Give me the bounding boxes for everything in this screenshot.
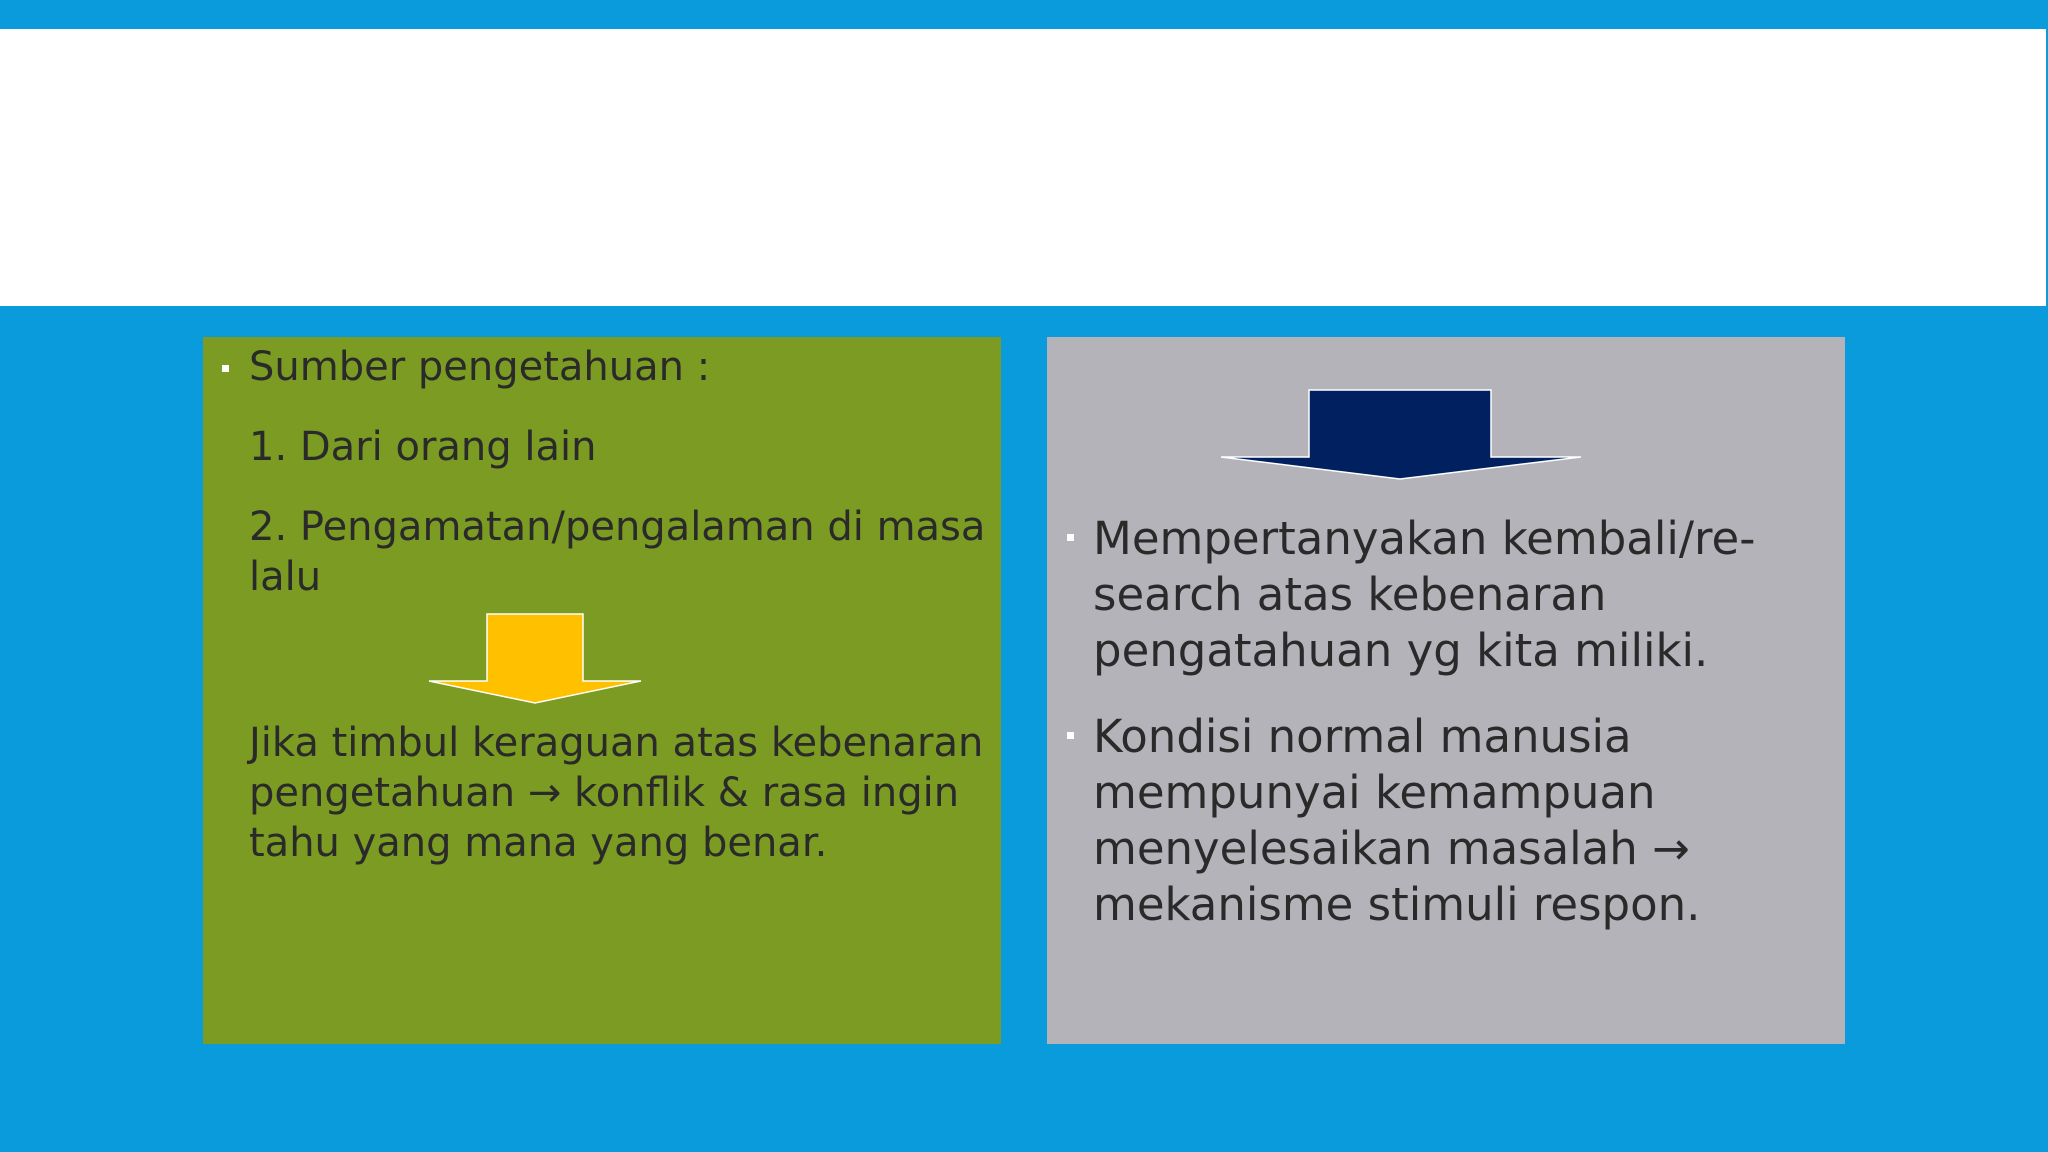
right-bullet-2-line-4: mekanisme stimuli respon. xyxy=(1093,878,1701,931)
down-arrow-icon xyxy=(427,613,643,705)
left-item-2-line-1: 2. Pengamatan/pengalaman di masa xyxy=(249,504,986,550)
bullet-marker xyxy=(1067,534,1074,541)
bullet-marker xyxy=(1067,732,1074,739)
title-band xyxy=(0,29,2046,306)
right-bullet-1-line-3: pengatahuan yg kita miliki. xyxy=(1093,624,1709,677)
left-panel xyxy=(203,337,1001,1044)
right-bullet-2-line-3: menyelesaikan masalah → xyxy=(1093,822,1690,875)
left-item-1: 1. Dari orang lain xyxy=(249,424,597,470)
left-heading: Sumber pengetahuan : xyxy=(249,344,711,390)
right-bullet-2-line-2: mempunyai kemampuan xyxy=(1093,766,1656,819)
left-item-2-line-2: lalu xyxy=(249,554,322,600)
right-bullet-1-line-1: Mempertanyakan kembali/re- xyxy=(1093,512,1756,565)
left-note-line-3: tahu yang mana yang benar. xyxy=(249,820,828,866)
right-bullet-2-line-1: Kondisi normal manusia xyxy=(1093,710,1632,763)
bullet-marker xyxy=(222,365,229,372)
down-arrow-icon xyxy=(1219,389,1583,481)
left-note-line-1: Jika timbul keraguan atas kebenaran xyxy=(249,720,984,766)
right-panel xyxy=(1047,337,1845,1044)
right-bullet-1-line-2: search atas kebenaran xyxy=(1093,568,1607,621)
left-note-line-2: pengetahuan → konflik & rasa ingin xyxy=(249,770,960,816)
